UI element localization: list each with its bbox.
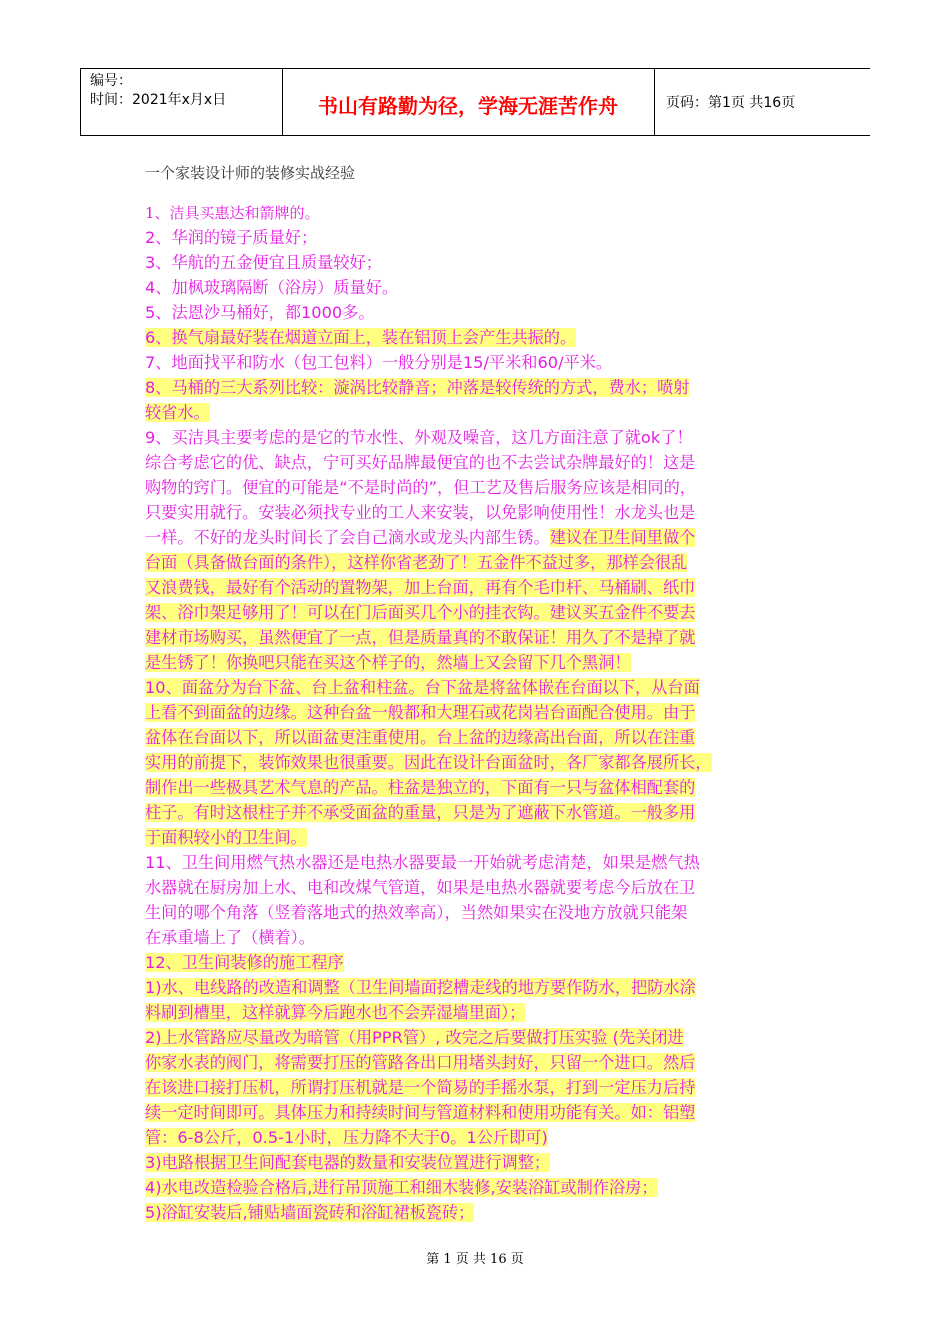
header-page-label: 页码：第1页 共16页	[666, 95, 796, 111]
body-line	[145, 550, 810, 575]
document-header	[80, 68, 870, 136]
body-line	[145, 1125, 810, 1150]
body-line	[145, 475, 810, 500]
body-line-text: 一样。不好的龙头时间长了会自己滴水或龙头内部生锈。	[145, 528, 550, 547]
body-line	[145, 600, 810, 625]
body-line-text: 4)水电改造检验合格后,进行吊顶施工和细木装修,安装浴缸或制作浴房；	[145, 1178, 658, 1197]
body-line	[145, 275, 810, 300]
body-line-text: 只要实用就行。安装必须找专业的工人来安装，以免影响使用性！水龙头也是	[145, 503, 696, 522]
body-line-text: 11、卫生间用燃气热水器还是电热水器要最一开始就考虑清楚，如果是燃气热	[145, 853, 700, 872]
body-line-text: 在该进口接打压机，所谓打压机就是一个简易的手摇水泵，打到一定压力后持	[145, 1078, 696, 1097]
body-line-text: 盆体在台面以下，所以面盆更注重使用。台上盆的边缘高出台面，所以在注重	[145, 728, 696, 747]
body-line	[145, 850, 810, 875]
body-line	[145, 900, 810, 925]
body-line-text: 建材市场购买，虽然便宜了一点，但是质量真的不敢保证！用久了不是掉了就	[145, 628, 696, 647]
body-line	[145, 925, 810, 950]
body-line	[145, 200, 810, 225]
body-line-text: 柱子。有时这根柱子并不承受面盆的重量，只是为了遮蔽下水管道。一般多用	[145, 803, 696, 822]
body-line-highlight: 建议在卫生间里做个	[549, 528, 696, 547]
body-line	[145, 775, 810, 800]
body-line	[145, 1000, 810, 1025]
body-line	[145, 1025, 810, 1050]
body-line	[145, 675, 810, 700]
body-line	[145, 950, 810, 975]
body-line	[145, 425, 810, 450]
header-motto: 书山有路勤为径，学海无涯苦作舟	[318, 94, 618, 118]
body-line-text: 8、马桶的三大系列比较：漩涡比较静音；冲落是较传统的方式，费水；喷射	[145, 378, 690, 397]
body-line	[145, 500, 810, 525]
body-line	[145, 400, 810, 425]
header-number-label: 编号：	[90, 73, 132, 89]
body-line-text: 7、地面找平和防水（包工包料）一般分别是15/平米和60/平米。	[145, 353, 613, 372]
body-line-text: 架、浴巾架足够用了！可以在门后面买几个小的挂衣钩。建议买五金件不要去	[145, 603, 696, 622]
body-line-text: 管：6-8公斤，0.5-1小时，压力降不大于0。1公斤即可)	[145, 1128, 548, 1147]
body-line	[145, 750, 810, 775]
body-line-text: 3)电路根据卫生间配套电器的数量和安装位置进行调整；	[145, 1153, 551, 1172]
body-line-text: 水器就在厨房加上水、电和改煤气管道，如果是电热水器就要考虑今后放在卫	[145, 878, 696, 897]
body-line-text: 料刷到槽里，这样就算今后跑水也不会弄湿墙里面）；	[145, 1003, 526, 1022]
body-line	[145, 1175, 810, 1200]
body-line	[145, 525, 810, 550]
body-line	[145, 625, 810, 650]
body-line	[145, 375, 810, 400]
page-footer: 第 1 页 共 16 页	[426, 1252, 524, 1267]
body-line-text: 你家水表的阀门，将需要打压的管路各出口用堵头封好，只留一个进口。然后	[145, 1053, 696, 1072]
body-line-text: 购物的窍门。便宜的可能是“不是时尚的”，但工艺及售后服务应该是相同的，	[145, 478, 696, 497]
body-line	[145, 250, 810, 275]
body-line	[145, 1100, 810, 1125]
body-line	[145, 1150, 810, 1175]
body-line-text: 1、洁具买惠达和箭牌的。	[145, 204, 320, 222]
body-line	[145, 225, 810, 250]
body-line-text: 是生锈了！你换吧只能在买这个样子的，然墙上又会留下几个黑洞！	[145, 653, 631, 672]
body-line	[145, 825, 810, 850]
document-body	[145, 200, 810, 1225]
body-line	[145, 725, 810, 750]
body-line	[145, 1200, 810, 1225]
body-line	[145, 875, 810, 900]
body-line-text: 5、法恩沙马桶好，都1000多。	[145, 303, 375, 322]
body-line-text: 6、换气扇最好装在烟道立面上，装在铝顶上会产生共振的。	[145, 328, 577, 347]
body-line-text: 制作出一些极具艺术气息的产品。柱盆是独立的，下面有一只与盆体相配套的	[145, 778, 696, 797]
body-line	[145, 1075, 810, 1100]
body-line	[145, 350, 810, 375]
header-top-border	[80, 68, 870, 69]
body-line-text: 续一定时间即可。具体压力和持续时间与管道材料和使用功能有关。如：铝塑	[145, 1103, 696, 1122]
body-line-text: 3、华航的五金便宜且质量较好；	[145, 253, 382, 272]
body-line-text: 综合考虑它的优、缺点，宁可买好品牌最便宜的也不去尝试杂牌最好的！这是	[145, 453, 696, 472]
body-line-text: 在承重墙上了（横着）。	[145, 928, 315, 947]
body-line-text: 1)水、电线路的改造和调整（卫生间墙面挖槽走线的地方要作防水，把防水涂	[145, 978, 696, 997]
body-line-text: 台面（具备做台面的条件），这样你省老劲了！五金件不益过多，那样会很乱	[145, 553, 688, 572]
body-line-text: 实用的前提下，装饰效果也很重要。因此在设计台面盆时，各厂家都各展所长，	[145, 753, 712, 772]
body-line-text: 5)浴缸安装后,铺贴墙面瓷砖和浴缸裙板瓷砖；	[145, 1203, 475, 1222]
body-line-text: 12、卫生间装修的施工程序	[145, 953, 344, 972]
body-line-text: 4、加枫玻璃隔断（浴房）质量好。	[145, 278, 399, 297]
header-time-label: 时间：2021年x月x日	[90, 92, 227, 108]
body-line-text: 生间的哪个角落（竖着落地式的热效率高），当然如果实在没地方放就只能架	[145, 903, 688, 922]
body-line	[145, 650, 810, 675]
body-line-text: 于面积较小的卫生间。	[145, 828, 307, 847]
body-line-text: 2)上水管路应尽量改为暗管（用PPR管）, 改完之后要做打压实验 (先关闭进	[145, 1028, 684, 1047]
header-meta	[90, 72, 226, 110]
body-line	[145, 700, 810, 725]
body-line	[145, 575, 810, 600]
header-bottom-border	[80, 135, 870, 136]
body-line	[145, 300, 810, 325]
body-line	[145, 800, 810, 825]
body-line-text: 较省水。	[145, 403, 210, 422]
header-divider-2	[654, 68, 655, 136]
header-divider-left	[80, 68, 81, 136]
body-line-text: 9、买洁具主要考虑的是它的节水性、外观及噪音，这几方面注意了就ok了！	[145, 428, 693, 447]
body-line	[145, 975, 810, 1000]
body-line-text: 2、华润的镜子质量好；	[145, 228, 318, 247]
body-line	[145, 450, 810, 475]
body-line-text: 又浪费钱，最好有个活动的置物架，加上台面，再有个毛巾杆、马桶刷、纸巾	[145, 578, 696, 597]
body-line	[145, 1050, 810, 1075]
body-line	[145, 325, 810, 350]
body-line-text: 上看不到面盆的边缘。这种台盆一般都和大理石或花岗岩台面配合使用。由于	[145, 703, 696, 722]
body-line-text: 10、面盆分为台下盆、台上盆和柱盆。台下盆是将盆体嵌在台面以下，从台面	[145, 678, 700, 697]
document-title: 一个家装设计师的装修实战经验	[145, 164, 356, 182]
